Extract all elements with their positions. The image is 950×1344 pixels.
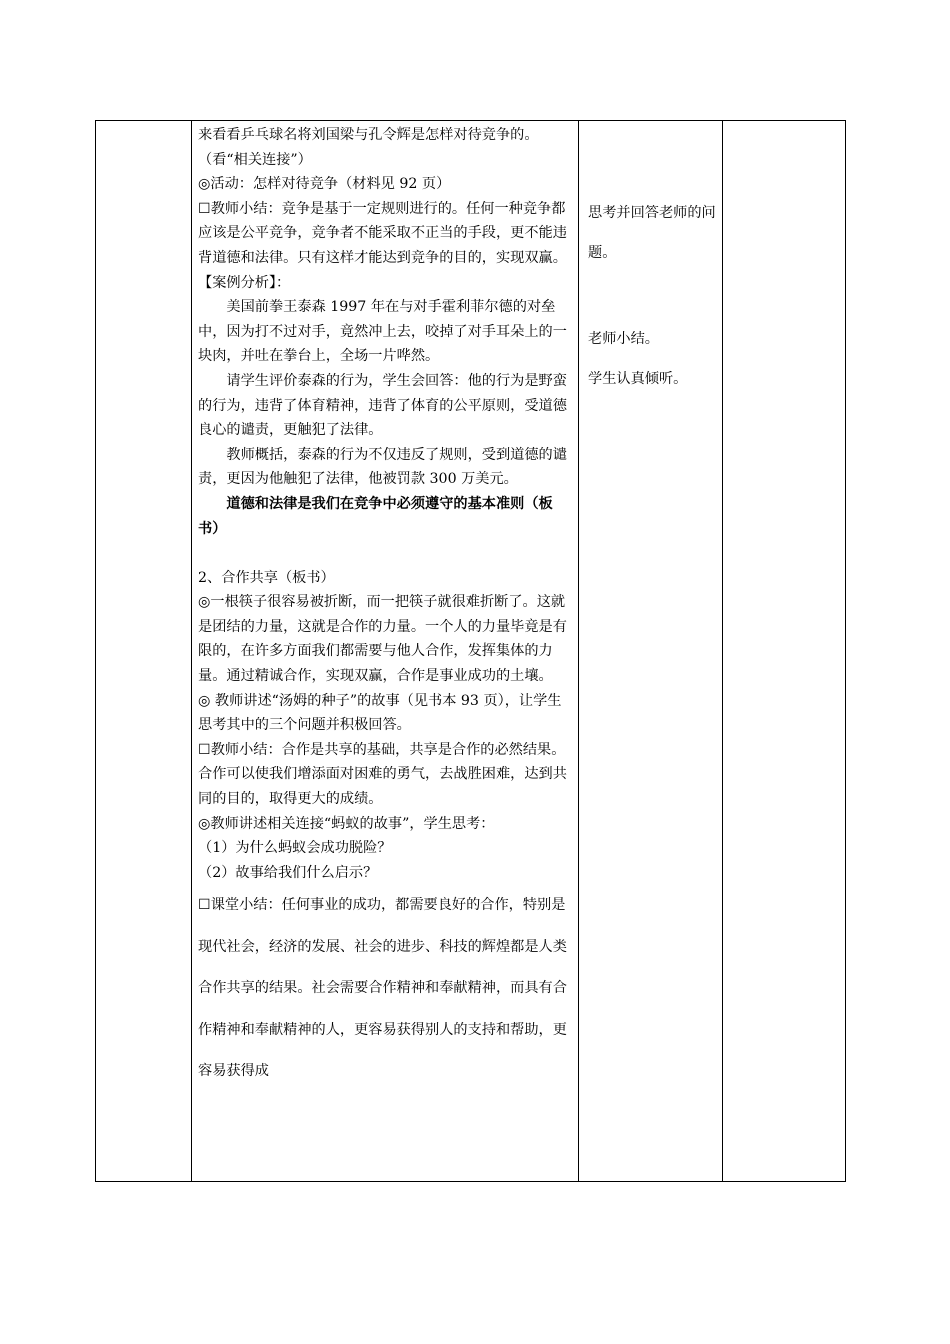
paragraph-intro: 来看看乒乓球名将刘国梁与孔令辉是怎样对待竞争的。（看“相关连接”）	[198, 127, 539, 168]
paragraph-case-tyson: 美国前拳王泰森 1997 年在与对手霍利菲尔德的对垒中，因为打不过对手，竟然冲上去，咬掉了对手耳朵上的一块肉，并吐在拳台上，全场一片哗然。	[198, 299, 567, 365]
paragraph-class-summary: ☐课堂小结：任何事业的成功，都需要良好的合作，特别是现代社会，经济的发展、社会的进步、科技的辉煌都是人类合作共享的结果。社会需要合作精神和奉献精神，而具有合作精神和奉献精神的人，更容易获得别人的支持和帮助，更容易获得成	[198, 897, 567, 1080]
teacher-summary-note: 老师小结。	[588, 331, 659, 347]
paragraph-activity: ◎活动：怎样对待竞争（材料见 92 页）	[198, 176, 451, 193]
teaching-content	[198, 123, 572, 1093]
table-column-4	[722, 121, 847, 1181]
blank-line	[198, 541, 572, 566]
student-activity-column	[578, 121, 722, 1181]
student-activity-note-1	[588, 193, 716, 273]
paragraph-section-cooperation: 2、合作共享（板书）	[198, 569, 335, 586]
student-activity-note-2	[588, 319, 716, 399]
paragraph-tom-seeds-story: ◎ 教师讲述“汤姆的种子”的故事（见书本 93 页），让学生思考其中的三个问题并积极回答。	[198, 692, 562, 734]
lesson-plan-table	[95, 120, 846, 1182]
paragraph-chopsticks: ◎一根筷子很容易被折断，而一把筷子就很难折断了。这就是团结的力量，这就是合作的力量。一个人的力量毕竟是有限的，在许多方面我们都需要与他人合作，发挥集体的力量。通过精诚合作，实现双赢，合作是事业成功的土壤。	[198, 594, 567, 685]
paragraph-teacher-summary-1: ☐教师小结：竞争是基于一定规则进行的。任何一种竞争都应该是公平竞争，竞争者不能采取不正当的手段，更不能违背道德和法律。只有这样才能达到竞争的目的，实现双赢。	[198, 200, 567, 266]
table-column-1	[96, 121, 191, 1181]
paragraph-teacher-summary-2: ☐教师小结：合作是共享的基础，共享是合作的必然结果。合作可以使我们增添面对困难的勇气，去战胜困难，达到共同的目的，取得更大的成绩。	[198, 741, 567, 808]
paragraph-board-note-morality-law: 道德和法律是我们在竞争中必须遵守的基本准则（板书）	[198, 495, 553, 537]
teaching-content-column	[191, 121, 578, 1181]
paragraph-student-evaluation: 请学生评价泰森的行为，学生会回答：他的行为是野蛮的行为，违背了体育精神，违背了体育的公平原则，受道德良心的谴责，更触犯了法律。	[198, 372, 567, 439]
question-2: （2）故事给我们什么启示？	[198, 864, 378, 881]
paragraph-ant-story: ◎教师讲述相关连接“蚂蚁的故事”，学生思考：	[198, 815, 495, 832]
paragraph-teacher-conclusion: 教师概括，泰森的行为不仅违反了规则，受到道德的谴责，更因为他触犯了法律，他被罚款 300 万美元。	[198, 446, 567, 488]
student-listen-note: 学生认真倾听。	[588, 371, 688, 387]
paragraph-case-heading: 【案例分析】：	[198, 274, 291, 291]
student-think-answer: 思考并回答老师的问题。	[588, 205, 716, 261]
question-1: （1）为什么蚂蚁会成功脱险？	[198, 840, 392, 857]
